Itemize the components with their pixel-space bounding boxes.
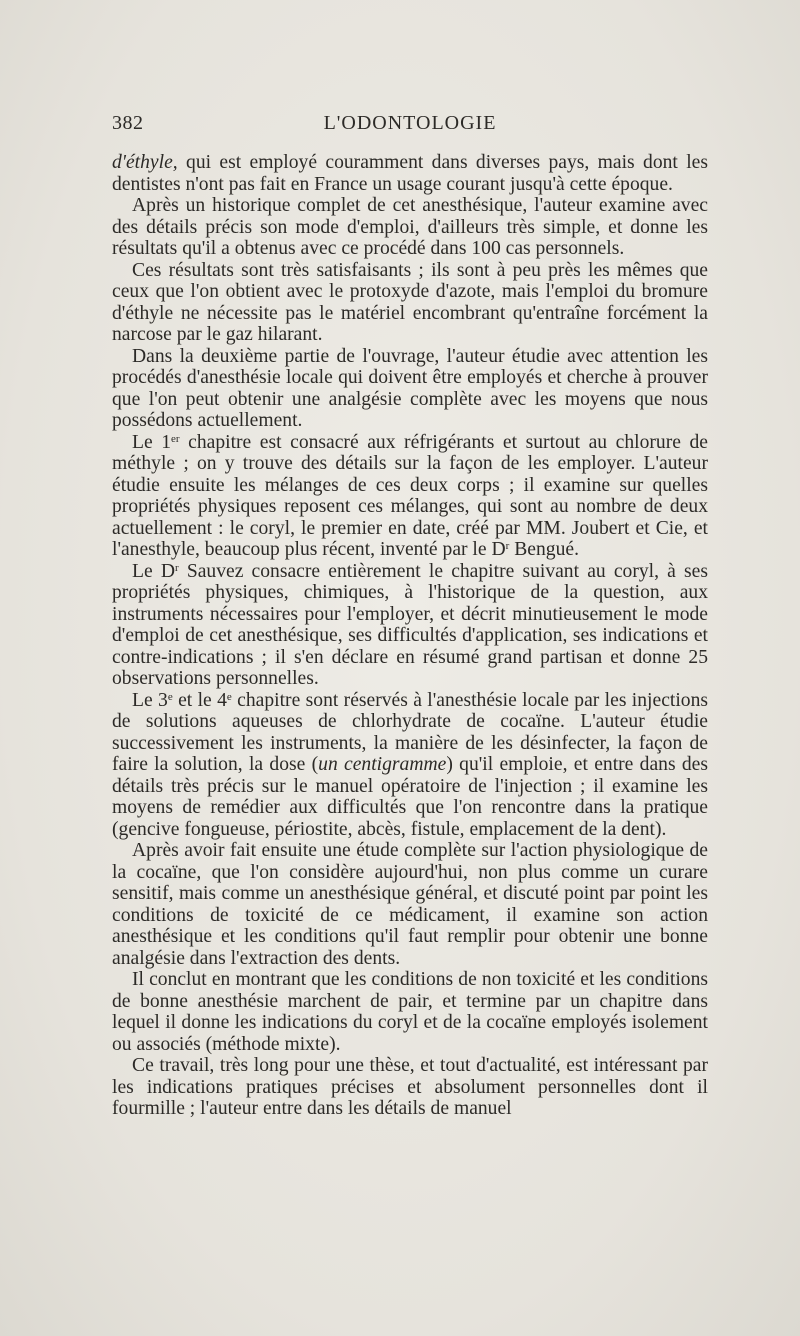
paragraph-5: [112, 432, 708, 561]
paragraph-text: chapitre sont réservés à l'anesthésie locale par les injections de solutions aqueuses de chlorhydrate de cocaïne. L'auteur étudie successivement les instruments, la manière de les désinfecter, la façon de faire la solution, la dose (: [112, 689, 708, 775]
paragraph-text: et le 4: [172, 689, 227, 711]
paragraph-6: [112, 561, 708, 690]
paragraph-text: Sauvez consacre entièrement le chapitre suivant au coryl, à ses propriétés physiques, chimiques, à l'historique de la question, aux instruments nécessaires pour l'employer, et décrit minutieusement le mode d'emploi de cet anesthésique, ses difficultés d'application, ses indications et contre-indications ; il s'en déclare en résumé grand partisan et donne 25 observations personnelles.: [112, 560, 708, 689]
paragraph-4: Dans la deuxième partie de l'ouvrage, l'auteur étudie avec attention les procédés d'anesthésie locale qui doivent être employés et cherche à prouver que l'on peut obtenir une analgésie complète avec les moyens que nous possédons actuellement.: [112, 345, 708, 431]
superscript: er: [171, 432, 180, 445]
paragraph-text: Le D: [132, 560, 175, 582]
paragraph-9: Il conclut en montrant que les conditions de non toxicité et les conditions de bonne anesthésie marchent de pair, et termine par un chapitre dans lequel il donne les indications du coryl et de la cocaïne employés isolement ou associés (méthode mixte).: [112, 969, 708, 1055]
paragraph-8: Après avoir fait ensuite une étude complète sur l'action physiologique de la cocaïne, que l'on considère aujourd'hui, non plus comme un curare sensitif, mais comme un anesthésique général, et discuté point par point les conditions de toxicité de ce médicament, il examine son action anesthésique et les conditions qu'il faut remplir pour obtenir une bonne analgésie dans l'extraction des dents.: [112, 840, 708, 969]
paragraph-10: Ce travail, très long pour une thèse, et tout d'actualité, est intéressant par les indications pratiques précises et absolument personnelles dont il fourmille ; l'auteur entre dans les détails de manuel: [112, 1055, 708, 1119]
paragraph-text: ) qu'il emploie, et entre dans des détails très précis sur le manuel opératoire de l'injection ; il examine les moyens de remédier aux difficultés que l'on rencontre dans la pratique (gencive fongueuse, périostite, abcès, fistule, emplacement de la dent).: [112, 754, 708, 840]
superscript: e: [226, 690, 232, 703]
paragraph-1: [112, 152, 708, 195]
paragraph-text: chapitre est consacré aux réfrigérants et surtout au chlorure de méthyle ; on y trouve des détails sur la façon de les employer. L'auteur étudie ensuite les mélanges de ces deux corps ; il examine sur quelles propriétés physiques reposent ces mélanges, qui sont au nombre de deux actuellement : le coryl, le premier en date, créé par MM. Joubert et Cie, et l'anesthyle, beaucoup plus récent, inventé par le D: [112, 431, 708, 560]
paragraph-text: Le 1: [132, 431, 172, 453]
paragraph-7: [112, 690, 708, 841]
body-text: [112, 152, 708, 1120]
paragraph-text: Bengué.: [509, 539, 579, 560]
page-number: 382: [112, 112, 144, 134]
paragraph-2: Après un historique complet de cet anesthésique, l'auteur examine avec des détails précis son mode d'emploi, d'ailleurs très simple, et donne les résultats qu'il a obtenus avec ce procédé dans 100 cas personnels.: [112, 195, 708, 259]
running-title: L'ODONTOLOGIE: [323, 112, 497, 134]
paragraph-text: Le 3: [132, 689, 168, 711]
paragraph-3: Ces résultats sont très satisfaisants ; ils sont à peu près les mêmes que ceux que l'on obtient avec le protoxyde d'azote, mais l'emploi du bromure d'éthyle ne nécessite pas le matériel encombrant qu'entraîne forcément la narcose par le gaz hilarant.: [112, 259, 708, 345]
paragraph-text: qui est employé couramment dans diverses pays, mais dont les dentistes n'ont pas fait en France un usage courant jusqu'à cette époque.: [112, 152, 708, 195]
superscript: r: [505, 540, 510, 552]
page-header: [112, 112, 708, 140]
italic-word: d'éthyle,: [112, 152, 178, 173]
superscript: r: [174, 561, 179, 574]
italic-phrase: un centigramme: [318, 754, 447, 775]
superscript: e: [167, 690, 173, 703]
